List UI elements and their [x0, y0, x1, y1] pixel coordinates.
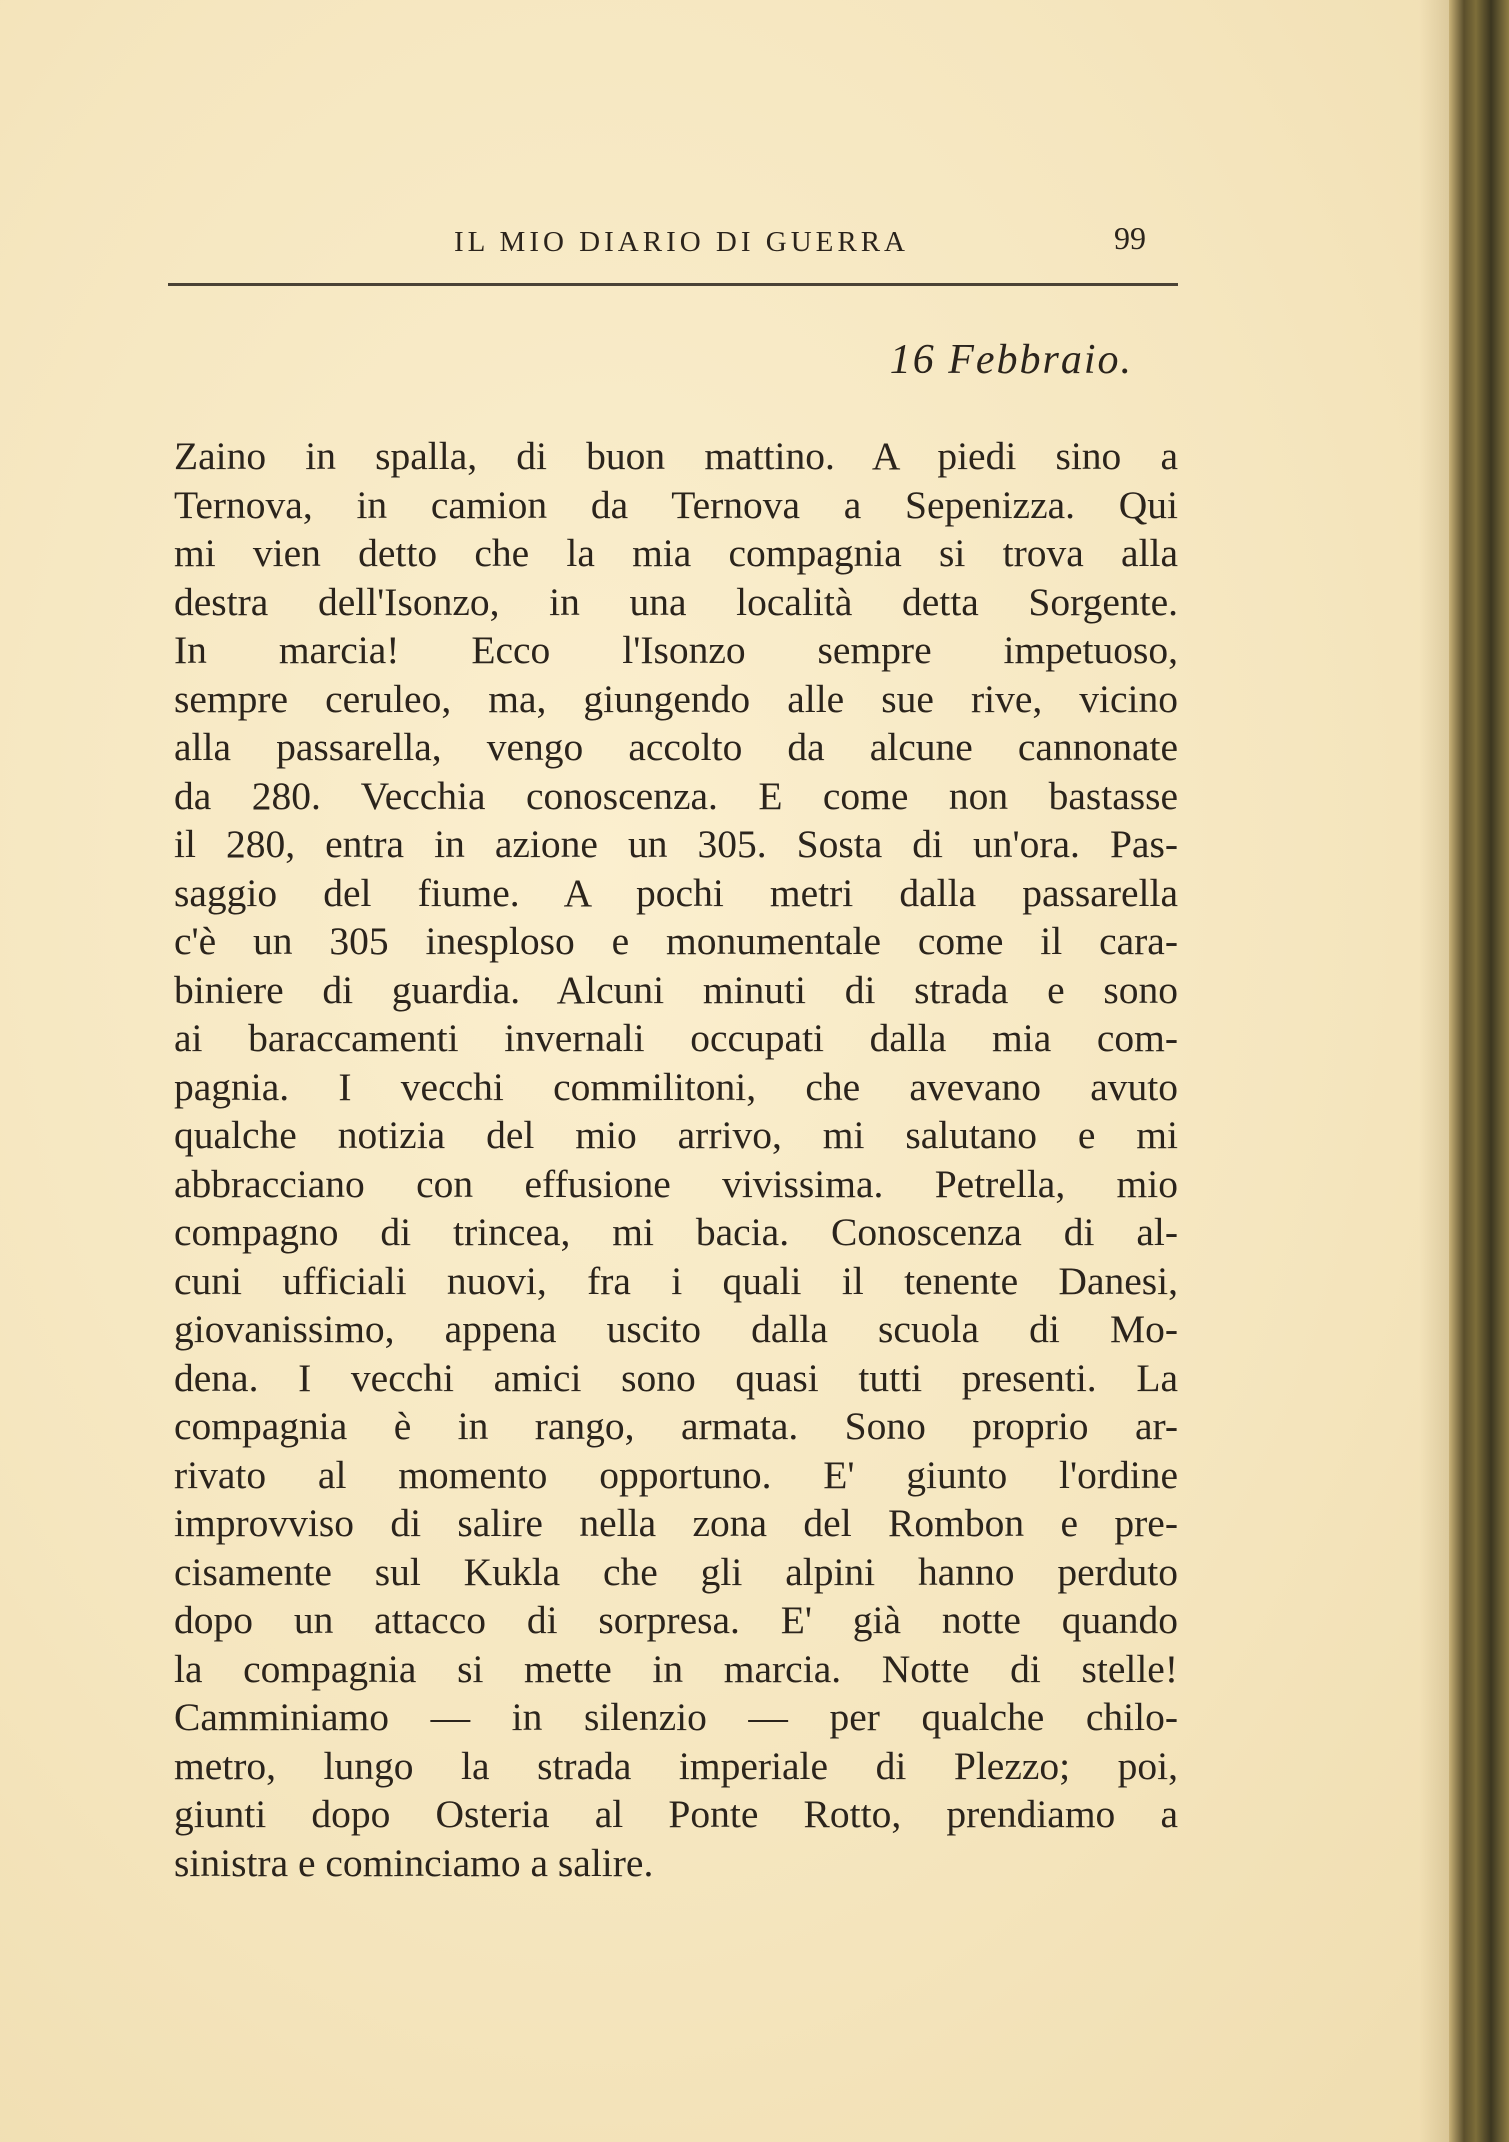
text-line: sempre ceruleo, ma, giungendo alle sue rive, vicino	[174, 676, 1178, 721]
page-gutter-shadow	[1419, 0, 1449, 2142]
text-line: alla passarella, vengo accolto da alcune cannonate	[174, 725, 1178, 769]
text-line: ai baraccamenti invernali occupati dalla mia com-	[174, 1016, 1178, 1060]
text-line: compagnia è in rango, armata. Sono proprio ar-	[174, 1404, 1178, 1448]
text-line: mi vien detto che la mia compagnia si trova alla	[174, 531, 1178, 575]
text-line: pagnia. I vecchi commilitoni, che avevano avuto	[174, 1064, 1178, 1109]
text-line: sinistra e cominciamo a salire.	[174, 1840, 654, 1885]
text-line: dena. I vecchi amici sono quasi tutti presenti. La	[174, 1355, 1178, 1400]
text-line: da 280. Vecchia conoscenza. E come non bastasse	[174, 773, 1178, 818]
text-line: improvviso di salire nella zona del Rombon e pre-	[174, 1501, 1178, 1545]
text-line: compagno di trincea, mi bacia. Conoscenza di al-	[174, 1210, 1178, 1254]
text-line: il 280, entra in azione un 305. Sosta di un'ora. Pas-	[174, 822, 1178, 866]
text-line: giovanissimo, appena uscito dalla scuola di Mo-	[174, 1307, 1178, 1351]
text-line: biniere di guardia. Alcuni minuti di strada e sono	[174, 967, 1178, 1012]
running-head	[168, 220, 1180, 276]
text-line: Ternova, in camion da Ternova a Sepenizza. Qui	[174, 482, 1178, 527]
entry-date: 16 Febbraio.	[889, 337, 1133, 383]
text-line: In marcia! Ecco l'Isonzo sempre impetuoso,	[174, 628, 1178, 672]
text-line: cisamente sul Kukla che gli alpini hanno perduto	[174, 1549, 1178, 1594]
text-line: Zaino in spalla, di buon mattino. A piedi sino a	[174, 434, 1178, 478]
text-line: c'è un 305 inesploso e monumentale come il cara-	[174, 919, 1178, 963]
text-line: cuni ufficiali nuovi, fra i quali il tenente Danesi,	[174, 1258, 1178, 1303]
text-line: saggio del fiume. A pochi metri dalla passarella	[174, 870, 1178, 915]
text-line: giunti dopo Osteria al Ponte Rotto, prendiamo a	[174, 1792, 1178, 1836]
text-line: rivato al momento opportuno. E' giunto l'ordine	[174, 1452, 1178, 1497]
text-line: abbracciano con effusione vivissima. Petrella, mio	[174, 1161, 1178, 1206]
text-line: la compagnia si mette in marcia. Notte di stelle!	[174, 1646, 1178, 1691]
body-text	[174, 432, 1178, 1887]
text-line: destra dell'Isonzo, in una località detta Sorgente.	[174, 579, 1178, 624]
text-line: metro, lungo la strada imperiale di Plezzo; poi,	[174, 1743, 1178, 1788]
header-rule	[168, 283, 1178, 286]
page-number: 99	[1114, 220, 1146, 256]
text-line: Camminiamo — in silenzio — per qualche chilo-	[174, 1695, 1178, 1739]
book-spine-edge	[1449, 0, 1509, 2142]
text-line: qualche notizia del mio arrivo, mi salutano e mi	[174, 1113, 1178, 1157]
text-line: dopo un attacco di sorpresa. E' già notte quando	[174, 1598, 1178, 1642]
running-title: IL MIO DIARIO DI GUERRA	[454, 226, 909, 258]
